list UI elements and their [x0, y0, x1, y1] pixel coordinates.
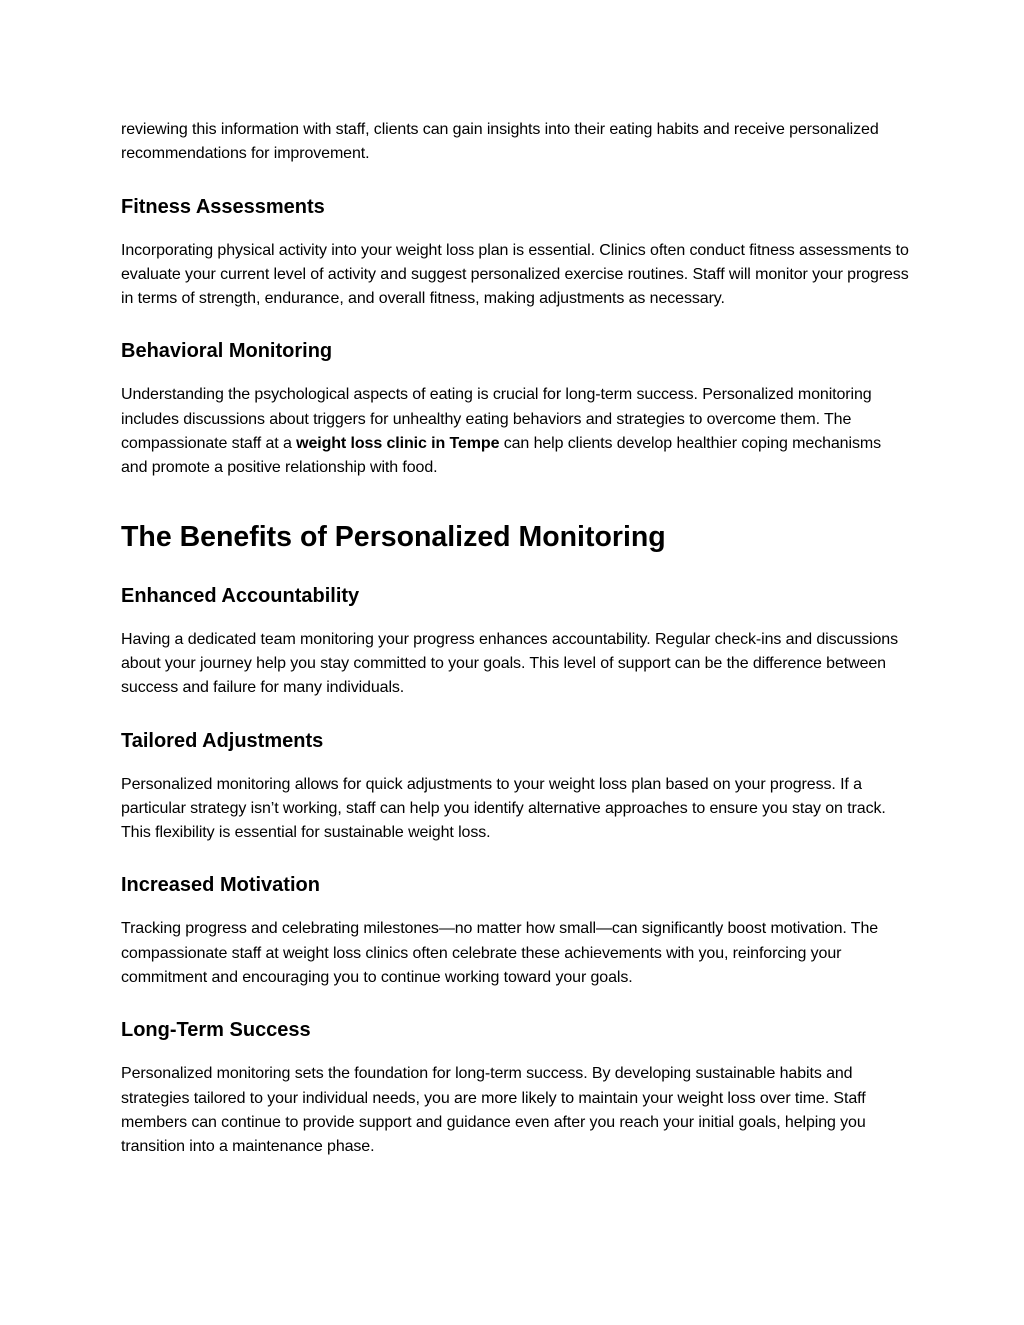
intro-paragraph: reviewing this information with staff, clients can gain insights into their eating habits and receive personalized recommendations for improvement. — [121, 121, 879, 163]
enhanced-accountability-heading: Enhanced Accountability — [121, 584, 360, 607]
benefits-section-title: The Benefits of Personalized Monitoring — [121, 520, 666, 553]
clinic-keyword: weight loss clinic in Tempe — [296, 435, 500, 453]
enhanced-accountability-paragraph: Having a dedicated team monitoring your progress enhances accountability. Regular check-ins and discussions about your journey help you stay committed to your goals. This level of support can be the difference between success and failure for many individuals. — [121, 630, 898, 697]
behavioral-text-after: can help clients develop healthier coping mechanisms and promote a positive relationship with food. — [121, 435, 881, 477]
behavioral-text-before: Understanding the psychological aspects of eating is crucial for long-term success. Personalized monitoring includes discussions about triggers for unhealthy eating behaviors and strategies to overcome them. The compassionate staff at a — [121, 386, 872, 453]
tailored-adjustments-paragraph: Personalized monitoring allows for quick adjustments to your weight loss plan based on your progress. If a particular strategy isn’t working, staff can help you identify alternative approaches to ensure you stay on track. This flexibility is essential for sustainable weight loss. — [121, 775, 886, 842]
fitness-assessments-heading: Fitness Assessments — [121, 195, 325, 218]
document-page — [121, 118, 911, 1160]
behavioral-monitoring-paragraph — [121, 383, 911, 480]
fitness-assessments-paragraph: Incorporating physical activity into your weight loss plan is essential. Clinics often conduct fitness assessments to evaluate your current level of activity and suggest personalized exercise routines. Staff will monitor your progress in terms of strength, endurance, and overall fitness, making adjustments as necessary. — [121, 241, 909, 308]
increased-motivation-paragraph: Tracking progress and celebrating milestones—no matter how small—can significantly boost motivation. The compassionate staff at weight loss clinics often celebrate these achievements with you, reinforcing your commitment and encouraging you to continue working toward your goals. — [121, 920, 879, 987]
long-term-success-paragraph: Personalized monitoring sets the foundation for long-term success. By developing sustainable habits and strategies tailored to your individual needs, you are more likely to maintain your weight loss over time. Staff members can continue to provide support and guidance even after you reach your initial goals, helping you transition into a maintenance phase. — [121, 1065, 866, 1156]
increased-motivation-heading: Increased Motivation — [121, 874, 320, 897]
behavioral-monitoring-heading: Behavioral Monitoring — [121, 340, 333, 363]
long-term-success-heading: Long-Term Success — [121, 1019, 311, 1042]
tailored-adjustments-heading: Tailored Adjustments — [121, 729, 324, 752]
